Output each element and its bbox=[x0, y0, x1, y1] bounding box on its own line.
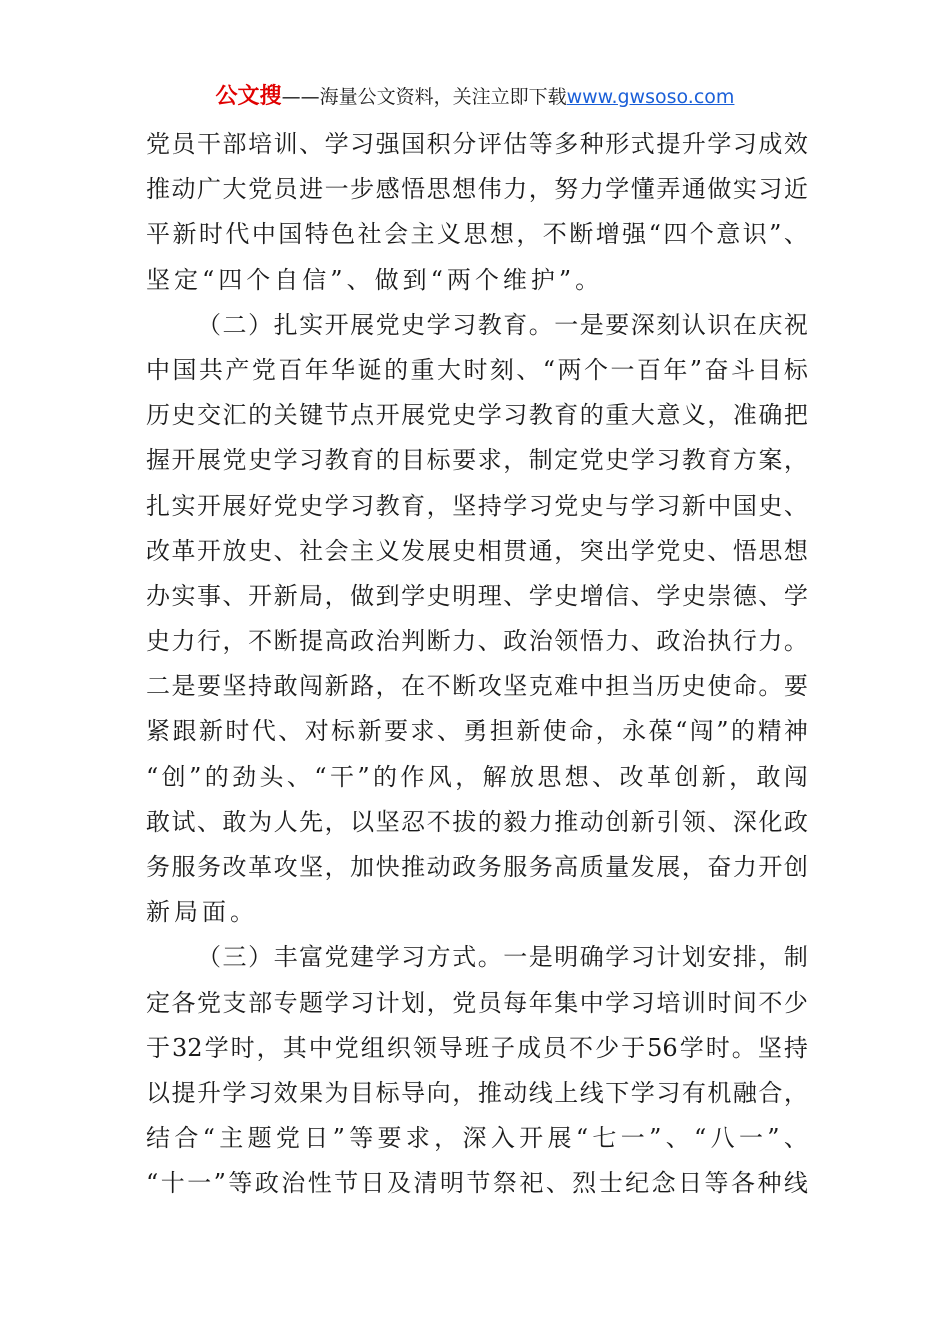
page-header bbox=[0, 84, 950, 110]
text-line: 扎 实 开 展 好 党 史 学 习 教 育 ， 坚 持 学 习 党 史 与 学 习 新 中 国 史 、 bbox=[146, 491, 808, 520]
text-line: 史 力 行 ， 不 断 提 高 政 治 判 断 力 、 政 治 领 悟 力 、 政 治 执 行 力 。 bbox=[146, 627, 808, 656]
text-line: 握 开 展 党 史 学 习 教 育 的 目 标 要 求 ， 制 定 党 史 学 习 教 育 方 案 ， bbox=[146, 446, 808, 475]
text-line: 坚 定 “ 四 个 自 信 ” 、 做 到 “ 两 个 维 护 ” 。 bbox=[146, 265, 604, 294]
text-line: 紧 跟 新 时 代 、 对 标 新 要 求 、 勇 担 新 使 命 ， 永 葆 “ 闯 ” 的 精 神 bbox=[146, 717, 808, 746]
text-line: 改 革 开 放 史 、 社 会 主 义 发 展 史 相 贯 通 ， 突 出 学 党 史 、 悟 思 想 bbox=[146, 536, 808, 565]
text-line: 结 合 “ 主 题 党 日 ” 等 要 求 ， 深 入 开 展 “ 七 一 ” 、 “ 八 一 ” 、 bbox=[146, 1124, 808, 1153]
text-line: 中 国 共 产 党 百 年 华 诞 的 重 大 时 刻 、 “ 两 个 一 百 年 ” 奋 斗 目 标 bbox=[146, 355, 808, 384]
site-link[interactable]: www.gwsoso.com bbox=[566, 86, 735, 108]
brand-logo-text: 公文搜 bbox=[215, 84, 282, 109]
text-line: 办 实 事 、 开 新 局 ， 做 到 学 史 明 理 、 学 史 增 信 、 学 史 崇 德 、 学 bbox=[146, 581, 808, 610]
text-line: “ 创 ” 的 劲 头 、 “ 干 ” 的 作 风 ， 解 放 思 想 、 改 革 创 新 ， 敢 闯 bbox=[146, 762, 808, 791]
text-line: 推 动 广 大 党 员 进 一 步 感 悟 思 想 伟 力 ， 努 力 学 懂 弄 通 做 实 习 近 bbox=[146, 175, 808, 204]
text-line: 二 是 要 坚 持 敢 闯 新 路 ， 在 不 断 攻 坚 克 难 中 担 当 历 史 使 命 。 要 bbox=[146, 672, 808, 701]
text-line: 务 服 务 改 革 攻 坚 ， 加 快 推 动 政 务 服 务 高 质 量 发 展 ， 奋 力 开 创 bbox=[146, 853, 808, 881]
text-line: 敢 试 、 敢 为 人 先 ， 以 坚 忍 不 拔 的 毅 力 推 动 创 新 引 领 、 深 化 政 bbox=[146, 807, 808, 836]
text-line: 新 局 面 。 bbox=[146, 898, 258, 927]
text-line: 平 新 时 代 中 国 特 色 社 会 主 义 思 想 ， 不 断 增 强 “ 四 个 意 识 ” 、 bbox=[146, 220, 808, 249]
text-line: 党 员 干 部 培 训 、 学 习 强 国 积 分 评 估 等 多 种 形 式 提 升 学 习 成 效 bbox=[146, 130, 808, 158]
text-line: 于 32 学 时 ， 其 中 党 组 织 领 导 班 子 成 员 不 少 于 56 学 时 。 坚 持 bbox=[146, 1033, 808, 1062]
text-line: （ 二 ） 扎 实 开 展 党 史 学 习 教 育 。 一 是 要 深 刻 认 识 在 庆 祝 bbox=[197, 310, 808, 339]
text-line: 以 提 升 学 习 效 果 为 目 标 导 向 ， 推 动 线 上 线 下 学 习 有 机 融 合 ， bbox=[146, 1078, 808, 1107]
text-line: 历 史 交 汇 的 关 键 节 点 开 展 党 史 学 习 教 育 的 重 大 意 义 ， 准 确 把 bbox=[146, 401, 808, 430]
text-line: 定 各 党 支 部 专 题 学 习 计 划 ， 党 员 每 年 集 中 学 习 培 训 时 间 不 少 bbox=[146, 988, 808, 1017]
document-body bbox=[146, 122, 808, 1207]
header-tagline: ——海量公文资料，关注立即下载 bbox=[281, 86, 567, 108]
text-line: “ 十 一 ” 等 政 治 性 节 日 及 清 明 节 祭 祀 、 烈 士 纪 念 日 等 各 种 线 bbox=[146, 1169, 808, 1198]
text-line: （ 三 ） 丰 富 党 建 学 习 方 式 。 一 是 明 确 学 习 计 划 安 排 ， 制 bbox=[197, 943, 808, 972]
